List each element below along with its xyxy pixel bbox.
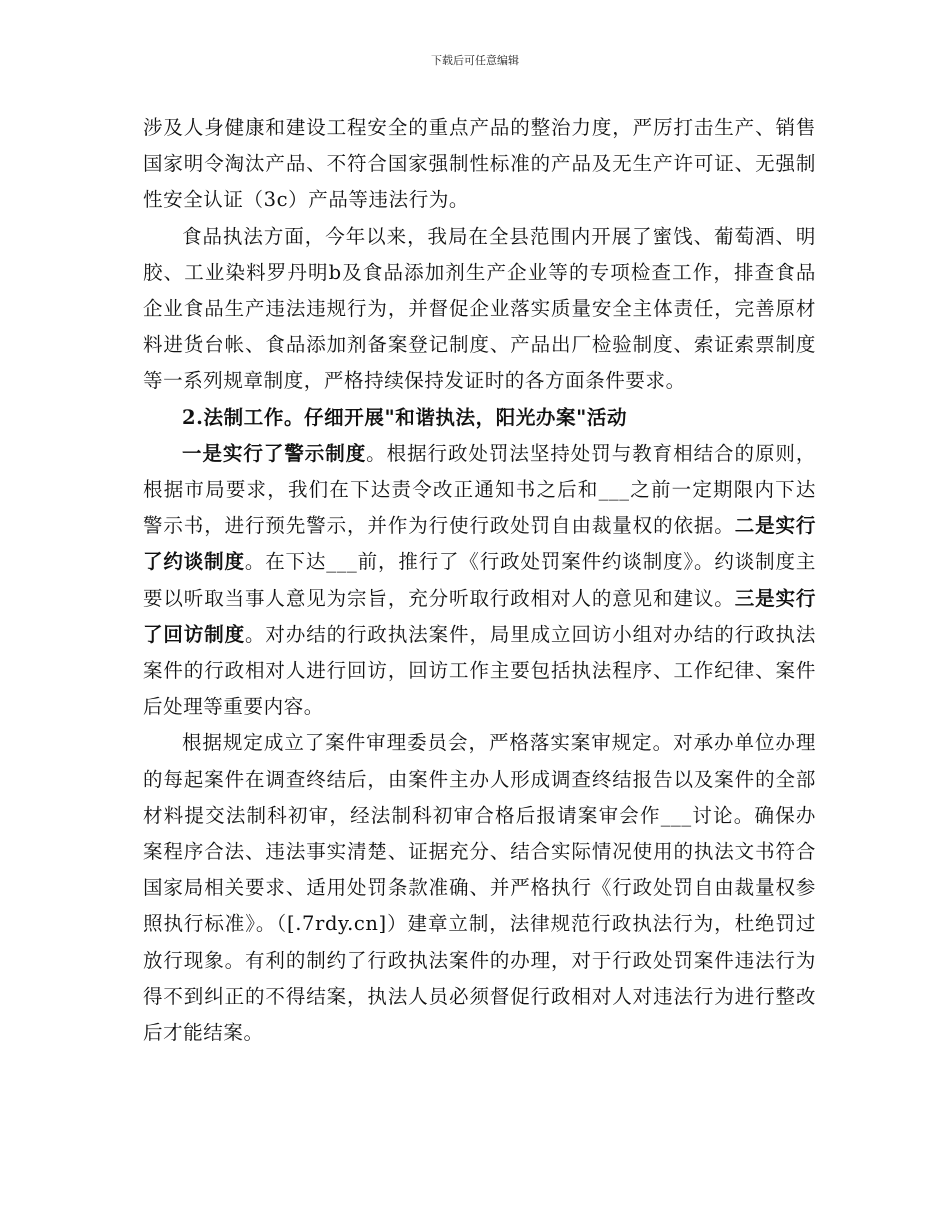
section-heading-legal-work: 2.法制工作。仔细开展"和谐执法，阳光办案"活动 (182, 405, 628, 429)
text-revisit-system: 。对办结的行政执法案件，局里成立回访小组对办结的行政执法案件的行政相对人进行回访，回访工作主要包括执法程序、工作纪律、案件后处理等重要内容。 (143, 622, 816, 719)
paragraph-food-enforcement: 食品执法方面，今年以来，我局在全县范围内开展了蜜饯、葡萄酒、明胶、工业染料罗丹明b及食品添加剂生产企业等的专项检查工作，排查食品企业食品生产违法违规行为，并督促企业落实质量安全主体责任，完善原材料进货台帐、食品添加剂备案登记制度、产品出厂检验制度、索证索票制度等一系列规章制度，严格持续保持发证时的各方面条件要求。 (143, 224, 816, 393)
text-interview-system: 。在下达___前，推行了《行政处罚案件约谈制度》。约谈制度主要以听取当事人意见为宗旨，充分听取行政相对人的意见和建议。 (143, 550, 816, 610)
document-body (143, 110, 816, 1051)
text-warning-system: 。根据行政处罚法坚持处罚与教育相结合的原则，根据市局要求，我们在下达责令改正通知书之后和___之前一定期限内下达警示书，进行预先警示，并作为行使行政处罚自由裁量权的依据。 (143, 441, 816, 538)
bold-interview-system: 二是实行了约谈制度 (143, 514, 816, 574)
bold-revisit-system: 三是实行了回访制度 (143, 586, 816, 646)
paragraph-product-enforcement: 涉及人身健康和建设工程安全的重点产品的整治力度，严厉打击生产、销售国家明令淘汰产品、不符合国家强制性标准的产品及无生产许可证、无强制性安全认证（3c）产品等违法行为。 (143, 116, 816, 212)
page-header: 下载后可任意编辑 (431, 54, 519, 67)
bold-warning-system: 一是实行了警示制度 (182, 441, 367, 465)
paragraph-systems (143, 436, 816, 726)
paragraph-case-review: 根据规定成立了案件审理委员会，严格落实案审规定。对承办单位办理的每起案件在调查终结后，由案件主办人形成调查终结报告以及案件的全部材料提交法制科初审，经法制科初审合格后报请案审会作___讨论。确保办案程序合法、违法事实清楚、证据充分、结合实际情况使用的执法文书符合国家局相关要求、适用处罚条款准确、并严格执行《行政处罚自由裁量权参照执行标准》。（[.7rdy.cn]）建章立制，法律规范行政执法行为，杜绝罚过放行现象。有利的制约了行政执法案件的办理，对于行政处罚案件违法行为得不到纠正的不得结案，执法人员必须督促行政相对人对违法行为进行整改后才能结案。 (143, 731, 816, 1045)
